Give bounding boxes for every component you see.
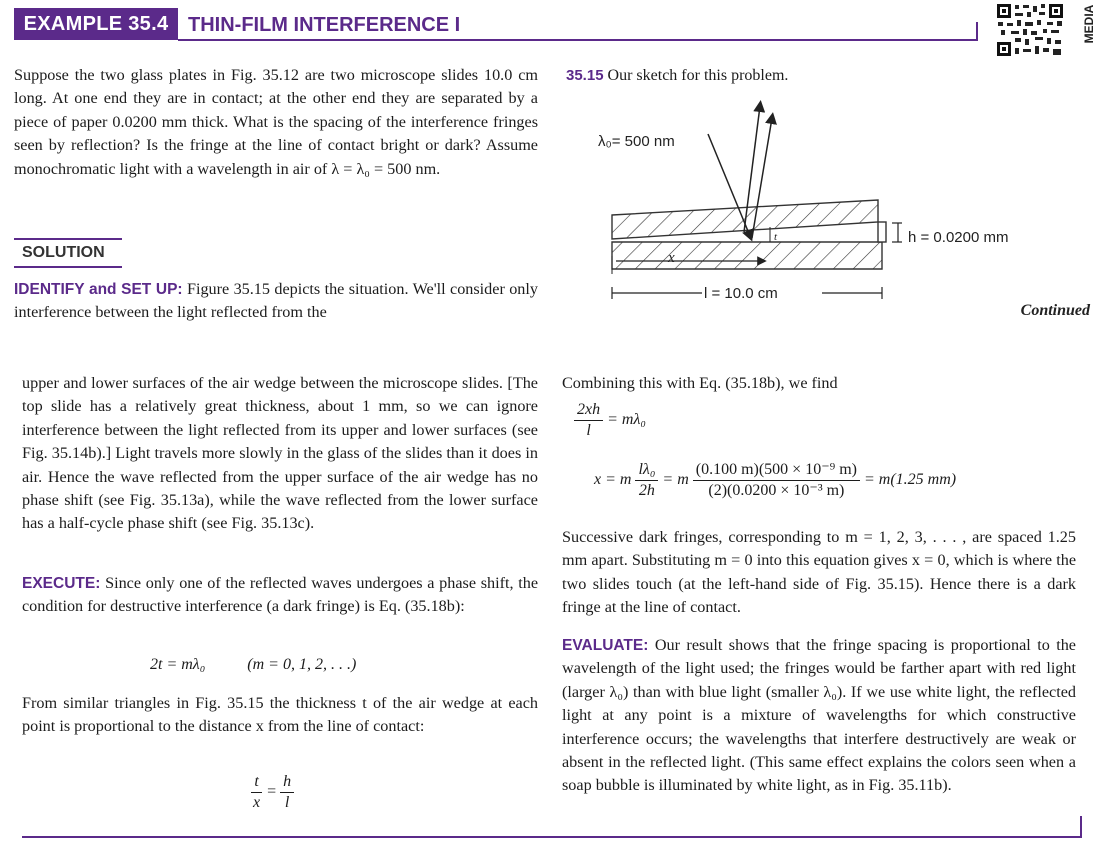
media-side-label: MEDIA	[1082, 4, 1096, 44]
example-header	[14, 8, 979, 42]
example-title: THIN-FILM INTERFERENCE I	[188, 14, 461, 36]
eq3-num: 2xh	[574, 400, 603, 421]
eq3-den: l	[586, 422, 591, 439]
bottom-rule-end	[1080, 816, 1082, 838]
execute-paragraph	[22, 572, 538, 619]
eq4-mid: = m	[662, 471, 689, 489]
solution-heading	[14, 238, 122, 268]
example-badge: EXAMPLE 35.4	[14, 8, 178, 40]
eq4-f1-num: lλ₀	[635, 460, 658, 481]
eq3-rhs: = mλ₀	[607, 411, 646, 429]
equation-similar-triangles: $\frac{t}{x}$ = $\frac{h}{l}$	[250, 772, 294, 813]
evaluate-text: Our result shows that the fringe spacing is proportional to the wavelength of the light used; the fringes would be farther apart with red light (larger λ₀) than with blue light (smaller λ₀). If we use white light, the reflected light at any point is a mixture of wavelengths for which constructive interference occurs; the wavelengths that interfere destructively are weak or absent in the reflected light. (This same effect explains the colors seen when a soap bubble is illuminated by white light, as in Fig. 35.11b).	[562, 636, 1076, 795]
qr-code-icon	[995, 2, 1065, 58]
problem-statement: Suppose the two glass plates in Fig. 35.12 are two microscope slides 10.0 cm long. At one end they are in contact; at the other end they are separated by a piece of paper 0.0200 mm thick. What is the spacing of the interference fringes seen by reflection? Is the fringe at the line of contact bright or dark? Assume monochromatic light with a wavelength in air of λ = λ₀ = 500 nm.	[14, 66, 538, 178]
x-label: x	[668, 250, 675, 266]
equation-destructive-right: (m = 0, 1, 2, . . .)	[247, 656, 357, 673]
eq4-rhs: = m(1.25 mm)	[864, 471, 957, 489]
successive-fringes-paragraph: Successive dark fringes, corresponding to m = 1, 2, 3, . . . , are spaced 1.25 mm apart. Substituting m = 0 into this equation gives x = 0, which is where the two slides touch (at the left-hand side of Fig. 35.15). Hence there is a dark fringe at the line of contact.	[562, 528, 1076, 617]
t-label: t	[774, 231, 778, 243]
execute-text: Since only one of the reflected waves undergoes a phase shift, the condition for destructive interference (a dark fringe) is Eq. (35.18b):	[22, 574, 538, 616]
eq2-l: l	[284, 794, 290, 811]
eq2-h: h	[280, 772, 294, 793]
eq2-t: t	[251, 772, 261, 793]
execute-label: EXECUTE:	[22, 575, 101, 592]
eq2-x: x	[253, 794, 261, 811]
air-wedge-diagram	[590, 96, 1070, 306]
evaluate-paragraph	[562, 634, 1076, 798]
figure-caption-text: Our sketch for this problem.	[607, 67, 789, 84]
figure-number: 35.15	[566, 67, 604, 84]
bottom-slide	[612, 242, 882, 269]
paper-spacer	[878, 222, 886, 242]
l-label: l = 10.0 cm	[704, 285, 778, 302]
lambda-label: λ₀= 500 nm	[598, 133, 675, 150]
equation-fringe-spacing	[594, 460, 956, 501]
identify-text: Figure 35.15 depicts the situation. We'll consider only interference between the light reflected from the	[14, 280, 538, 322]
eq4-lhs: x = m	[594, 471, 632, 489]
figure-caption	[566, 64, 1086, 87]
combining-text: Combining this with Eq. (35.18b), we find	[562, 374, 838, 392]
continued-label: Continued	[1020, 302, 1090, 319]
header-rule-end	[976, 22, 978, 41]
equation-destructive	[150, 656, 450, 674]
identify-continued: upper and lower surfaces of the air wedge between the microscope slides. [The top slide has a relatively great thickness, about 1 mm, so we can ignore interference between the light reflected from its upper and lower surfaces (see Fig. 35.14b).] Light travels more slowly in the glass of the slides than it does in air. Hence the wave reflected from the upper surface of the air wedge has no phase shift (see Fig. 35.13a), while the wave reflected from the lower surface has a half-cycle phase shift (see Fig. 35.13c).	[22, 374, 538, 533]
solution-heading-text: SOLUTION	[22, 244, 105, 261]
eq4-f2-num: (0.100 m)(500 × 10⁻⁹ m)	[693, 460, 860, 481]
evaluate-label: EVALUATE:	[562, 637, 649, 654]
identify-paragraph	[14, 278, 538, 325]
h-label: h = 0.0200 mm	[908, 229, 1009, 246]
similar-triangles-paragraph: From similar triangles in Fig. 35.15 the thickness t of the air wedge at each point is proportional to the distance x from the line of contact:	[22, 694, 538, 736]
bottom-rule	[22, 836, 1082, 838]
eq4-f2-den: (2)(0.0200 × 10⁻³ m)	[708, 482, 845, 499]
identify-label: IDENTIFY and SET UP:	[14, 281, 183, 298]
equation-destructive-left: 2t = mλ₀	[150, 656, 206, 673]
header-rule	[178, 39, 978, 41]
equation-combined	[574, 400, 646, 441]
eq4-f1-den: 2h	[638, 482, 655, 499]
